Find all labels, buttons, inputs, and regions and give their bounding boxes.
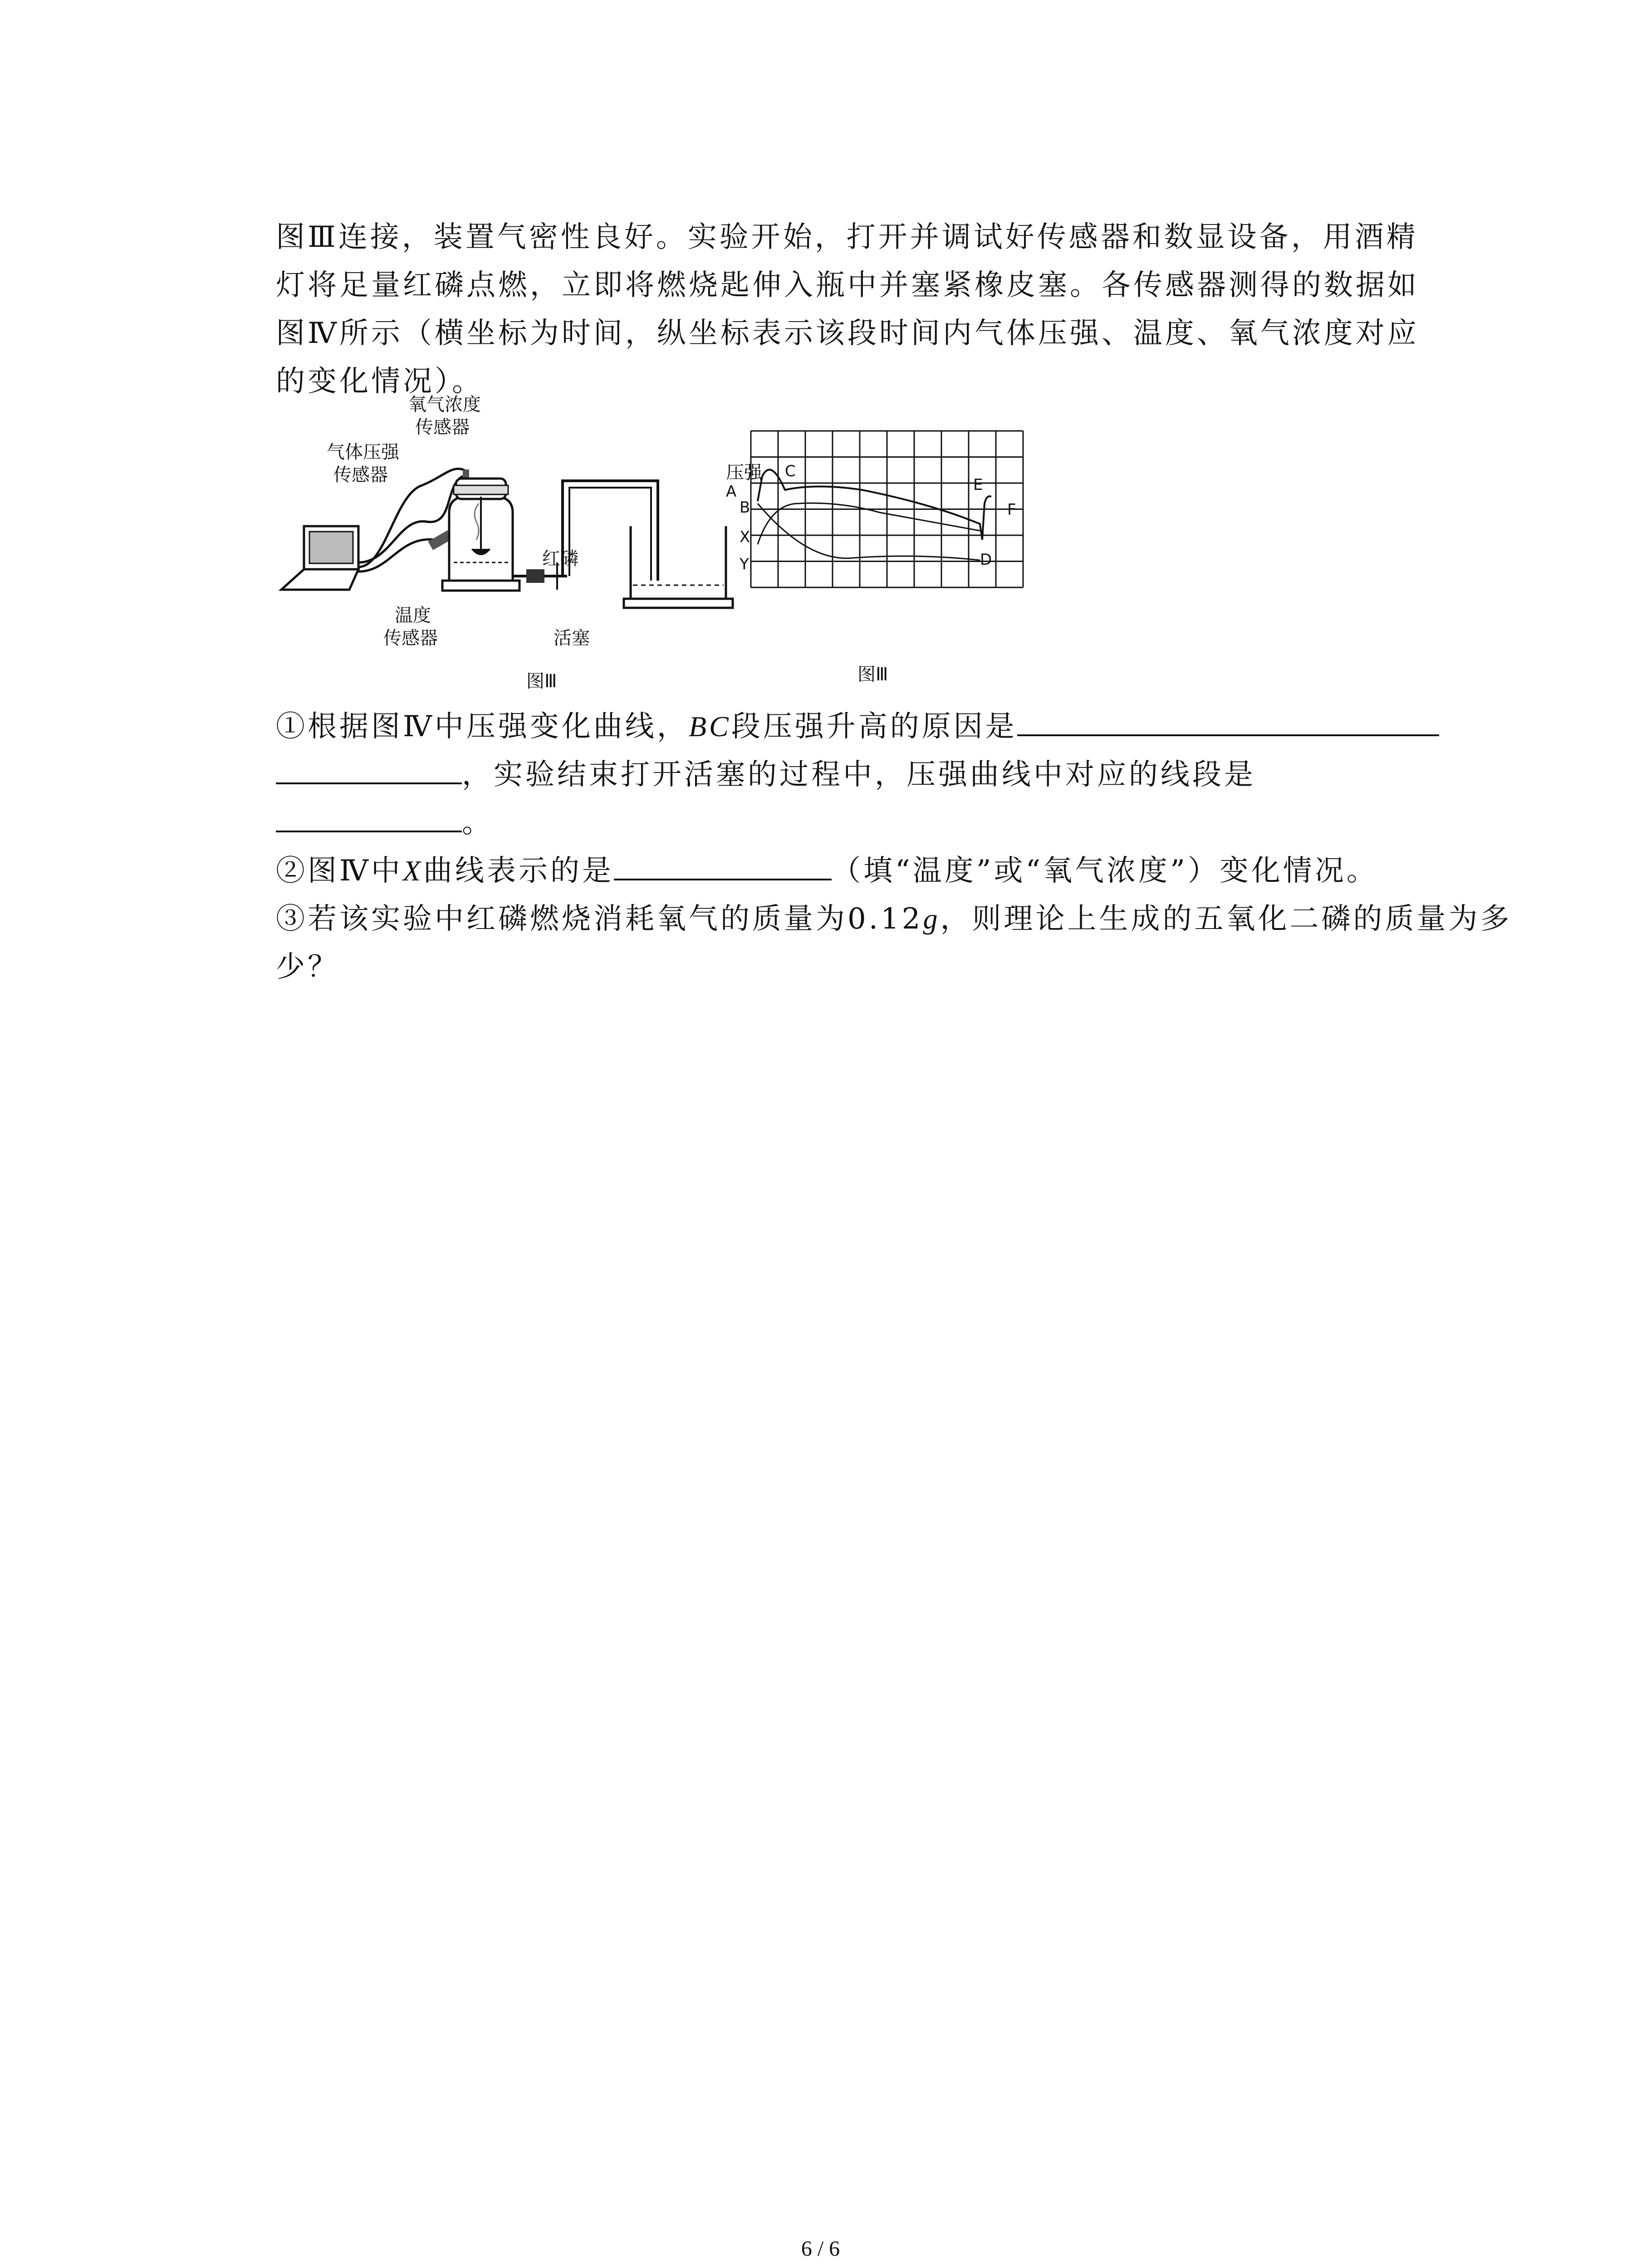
temp-sensor-label-1: 温度 <box>395 605 431 626</box>
question-1-line-1: ①根据图Ⅳ中压强变化曲线，BC段压强升高的原因是 <box>276 703 1439 745</box>
point-e-label: E <box>973 476 983 494</box>
y-axis-title: 压强 <box>726 462 762 483</box>
oxygen-sensor-label-1: 氧气浓度 <box>408 394 481 415</box>
stopcock-label: 活塞 <box>554 628 590 649</box>
point-c-label: C <box>785 462 796 480</box>
question-1-line-3: 。 <box>276 799 494 841</box>
answer-blank-1[interactable] <box>1017 705 1439 736</box>
temp-sensor-label-2: 传感器 <box>383 628 438 649</box>
point-d-label: D <box>980 551 992 569</box>
laptop-icon <box>281 526 358 590</box>
pressure-sensor-label-1: 气体压强 <box>327 442 399 463</box>
pressure-graph <box>726 422 1043 612</box>
red-phosphorus-label: 红磷 <box>542 548 578 569</box>
y-label-y: Y <box>740 555 749 573</box>
question-3-line-1: ③若该实验中红磷燃烧消耗氧气的质量为0.12g，则理论上生成的五氧化二磷的质量为多 <box>276 902 1512 936</box>
graph-caption: 图Ⅲ <box>857 664 888 685</box>
question-1-line-2: ，实验结束打开活塞的过程中，压强曲线中对应的线段是 <box>276 751 1256 793</box>
bottle-icon <box>449 479 513 581</box>
answer-blank-4[interactable] <box>614 850 832 880</box>
y-label-b: B <box>740 499 750 517</box>
apparatus-caption: 图Ⅲ <box>526 671 557 692</box>
answer-blank-3[interactable] <box>276 802 462 832</box>
oxygen-sensor-label-2: 传感器 <box>415 417 470 438</box>
y-label-x: X <box>740 528 750 546</box>
intro-paragraph: 图Ⅲ连接，装置气密性良好。实验开始，打开并调试好传感器和数显设备，用酒精灯将足量红磷点燃，立即将燃烧匙伸入瓶中并塞紧橡皮塞。各传感器测得的数据如图Ⅳ所示（横坐标为时间，纵坐标表示该段时间内气体压强、温度、氧气浓度对应的变化情况）。 <box>276 220 1419 398</box>
y-label-a: A <box>726 483 737 501</box>
answer-blank-2[interactable] <box>276 753 462 784</box>
question-3-line-2: 少？ <box>276 950 339 984</box>
page-number: 6 / 6 <box>801 2237 840 2261</box>
pressure-sensor-label-2: 传感器 <box>333 464 388 485</box>
question-2: ②图Ⅳ中X曲线表示的是 （填“温度”或“氧气浓度”）变化情况。 <box>276 847 1378 889</box>
apparatus-figure <box>272 390 762 671</box>
point-f-label: F <box>1007 501 1016 519</box>
